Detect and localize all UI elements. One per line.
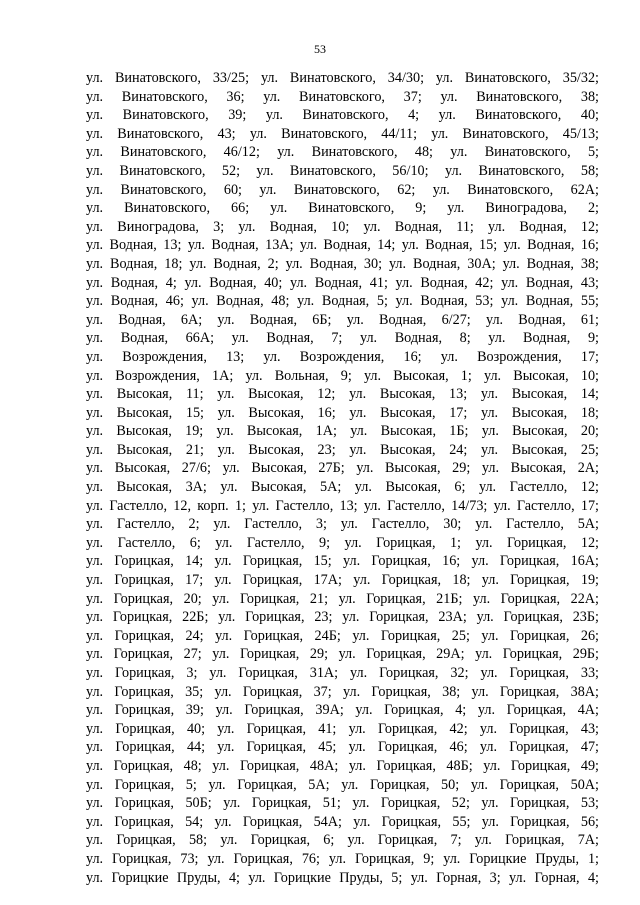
address-line: ул. Горицкая, 50Б; ул. Горицкая, 51; ул. Горицкая, 52; ул. Горицкая, 53; — [86, 795, 599, 812]
address-line: ул. Гастелло, 2; ул. Гастелло, 3; ул. Гастелло, 30; ул. Гастелло, 5А; — [86, 516, 599, 533]
address-line: ул. Горицкая, 5; ул. Горицкая, 5А; ул. Горицкая, 50; ул. Горицкая, 50А; — [86, 776, 599, 793]
address-line: ул. Винатовского, 36; ул. Винатовского, 37; ул. Винатовского, 38; — [86, 88, 599, 105]
address-line: ул. Возрождения, 1А; ул. Вольная, 9; ул. Высокая, 1; ул. Высокая, 10; — [86, 367, 599, 384]
address-line: ул. Горицкая, 20; ул. Горицкая, 21; ул. Горицкая, 21Б; ул. Горицкая, 22А; — [86, 590, 599, 607]
address-line: ул. Высокая, 21; ул. Высокая, 23; ул. Высокая, 24; ул. Высокая, 25; — [86, 441, 599, 458]
address-line: ул. Горицкие Пруды, 4; ул. Горицкие Пруды, 5; ул. Горная, 3; ул. Горная, 4; — [86, 869, 599, 886]
address-line: ул. Винатовского, 39; ул. Винатовского, 4; ул. Винатовского, 40; — [86, 107, 599, 124]
address-line: ул. Горицкая, 54; ул. Горицкая, 54А; ул. Горицкая, 55; ул. Горицкая, 56; — [86, 813, 599, 830]
page-number: 53 — [314, 42, 326, 56]
address-line: ул. Высокая, 27/6; ул. Высокая, 27Б; ул. Высокая, 29; ул. Высокая, 2А; — [86, 460, 599, 477]
address-line: ул. Высокая, 3А; ул. Высокая, 5А; ул. Высокая, 6; ул. Гастелло, 12; — [86, 479, 599, 496]
address-line: ул. Водная, 66А; ул. Водная, 7; ул. Водная, 8; ул. Водная, 9; — [86, 330, 599, 347]
address-line: ул. Высокая, 15; ул. Высокая, 16; ул. Высокая, 17; ул. Высокая, 18; — [86, 404, 599, 421]
address-line: ул. Винатовского, 43; ул. Винатовского, 44/11; ул. Винатовского, 45/13; — [86, 125, 599, 142]
address-line: ул. Водная, 18; ул. Водная, 2; ул. Водная, 30; ул. Водная, 30А; ул. Водная, 38; — [86, 255, 599, 272]
address-list — [86, 69, 599, 887]
address-line: ул. Винатовского, 60; ул. Винатовского, 62; ул. Винатовского, 62А; — [86, 181, 599, 198]
address-line: ул. Высокая, 19; ул. Высокая, 1А; ул. Высокая, 1Б; ул. Высокая, 20; — [86, 423, 599, 440]
address-line: ул. Горицкая, 24; ул. Горицкая, 24Б; ул. Горицкая, 25; ул. Горицкая, 26; — [86, 627, 599, 644]
address-line: ул. Возрождения, 13; ул. Возрождения, 16; ул. Возрождения, 17; — [86, 348, 599, 365]
address-line: ул. Горицкая, 58; ул. Горицкая, 6; ул. Горицкая, 7; ул. Горицкая, 7А; — [86, 832, 599, 849]
address-line: ул. Горицкая, 39; ул. Горицкая, 39А; ул. Горицкая, 4; ул. Горицкая, 4А; — [86, 702, 599, 719]
address-line: ул. Гастелло, 12, корп. 1; ул. Гастелло, 13; ул. Гастелло, 14/73; ул. Гастелло, 17; — [86, 497, 599, 514]
address-line: ул. Водная, 13; ул. Водная, 13А; ул. Водная, 14; ул. Водная, 15; ул. Водная, 16; — [86, 237, 599, 254]
address-line: ул. Гастелло, 6; ул. Гастелло, 9; ул. Горицкая, 1; ул. Горицкая, 12; — [86, 534, 599, 551]
address-line: ул. Винатовского, 52; ул. Винатовского, 56/10; ул. Винатовского, 58; — [86, 162, 599, 179]
address-line: ул. Горицкая, 3; ул. Горицкая, 31А; ул. Горицкая, 32; ул. Горицкая, 33; — [86, 665, 599, 681]
address-line: ул. Винатовского, 66; ул. Винатовского, 9; ул. Виноградова, 2; — [86, 200, 599, 217]
address-line: ул. Виноградова, 3; ул. Водная, 10; ул. Водная, 11; ул. Водная, 12; — [86, 218, 599, 235]
address-line: ул. Горицкая, 40; ул. Горицкая, 41; ул. Горицкая, 42; ул. Горицкая, 43; — [86, 720, 599, 737]
address-line: ул. Горицкая, 44; ул. Горицкая, 45; ул. Горицкая, 46; ул. Горицкая, 47; — [86, 739, 599, 756]
address-line: ул. Горицкая, 22Б; ул. Горицкая, 23; ул. Горицкая, 23А; ул. Горицкая, 23Б; — [86, 609, 599, 626]
address-line: ул. Высокая, 11; ул. Высокая, 12; ул. Высокая, 13; ул. Высокая, 14; — [86, 386, 599, 403]
address-line: ул. Горицкая, 48; ул. Горицкая, 48А; ул. Горицкая, 48Б; ул. Горицкая, 49; — [86, 757, 599, 774]
address-line: ул. Водная, 46; ул. Водная, 48; ул. Водная, 5; ул. Водная, 53; ул. Водная, 55; — [86, 293, 599, 310]
address-line: ул. Винатовского, 46/12; ул. Винатовского, 48; ул. Винатовского, 5; — [86, 144, 599, 161]
address-line: ул. Водная, 4; ул. Водная, 40; ул. Водная, 41; ул. Водная, 42; ул. Водная, 43; — [86, 274, 599, 291]
address-line: ул. Горицкая, 35; ул. Горицкая, 37; ул. Горицкая, 38; ул. Горицкая, 38А; — [86, 683, 599, 700]
address-line: ул. Горицкая, 17; ул. Горицкая, 17А; ул. Горицкая, 18; ул. Горицкая, 19; — [86, 572, 599, 589]
address-line: ул. Горицкая, 27; ул. Горицкая, 29; ул. Горицкая, 29А; ул. Горицкая, 29Б; — [86, 646, 599, 663]
address-line: ул. Горицкая, 14; ул. Горицкая, 15; ул. Горицкая, 16; ул. Горицкая, 16А; — [86, 553, 599, 570]
address-line: ул. Горицкая, 73; ул. Горицкая, 76; ул. Горицкая, 9; ул. Горицкие Пруды, 1; — [86, 850, 599, 867]
address-line: ул. Водная, 6А; ул. Водная, 6Б; ул. Водная, 6/27; ул. Водная, 61; — [86, 311, 599, 328]
address-line: ул. Винатовского, 33/25; ул. Винатовского, 34/30; ул. Винатовского, 35/32; — [86, 70, 599, 86]
